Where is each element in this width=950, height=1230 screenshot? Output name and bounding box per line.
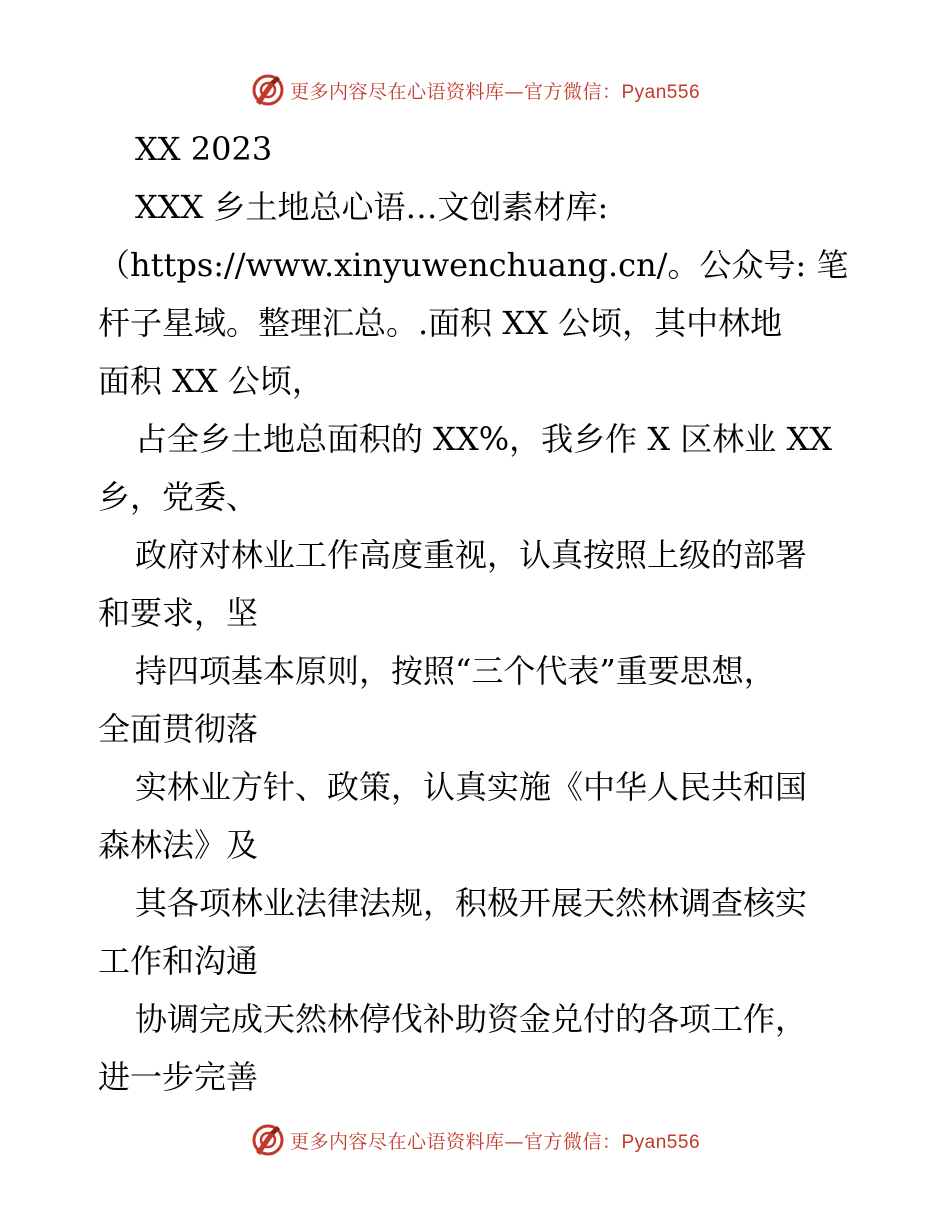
text-line: 占全乡土地总面积的 XX%，我乡作 X 区林业 XX	[135, 420, 833, 458]
text-line: 全面贯彻落	[98, 710, 259, 748]
text-line: 乡，党委、	[98, 478, 259, 516]
text-line: 和要求，坚	[98, 594, 259, 632]
text-line: XX 2023	[135, 130, 273, 168]
text-line: 实林业方针、政策，认真实施《中华人民共和国	[135, 768, 808, 806]
pen-logo-icon	[250, 72, 286, 108]
text-line: 持四项基本原则，按照“三个代表”重要思想，	[135, 652, 776, 690]
text-line: XXX 乡土地总心语…文创素材库:	[135, 188, 609, 226]
text-line: 杆子星域。整理汇总。.面积 XX 公顷，其中林地	[98, 304, 783, 342]
footer-banner	[0, 1120, 950, 1160]
text-line: 政府对林业工作高度重视，认真按照上级的部署	[135, 536, 808, 574]
text-line: 其各项林业法律法规，积极开展天然林调查核实	[135, 884, 808, 922]
text-line: （https://www.xinyuwenchuang.cn/。公众号: 笔	[98, 246, 849, 284]
pen-logo-icon	[250, 1122, 286, 1158]
document-body	[98, 120, 858, 1106]
banner-text: 更多内容尽在心语资料库—官方微信：Pyan556	[289, 1130, 701, 1153]
header-banner	[0, 70, 950, 110]
text-line: 面积 XX 公顷，	[98, 362, 324, 400]
text-line: 森林法》及	[98, 826, 259, 864]
text-line: 进一步完善	[98, 1058, 259, 1096]
text-line: 协调完成天然林停伐补助资金兑付的各项工作，	[135, 1000, 808, 1038]
banner-text: 更多内容尽在心语资料库—官方微信：Pyan556	[289, 80, 701, 103]
text-line: 工作和沟通	[98, 942, 259, 980]
